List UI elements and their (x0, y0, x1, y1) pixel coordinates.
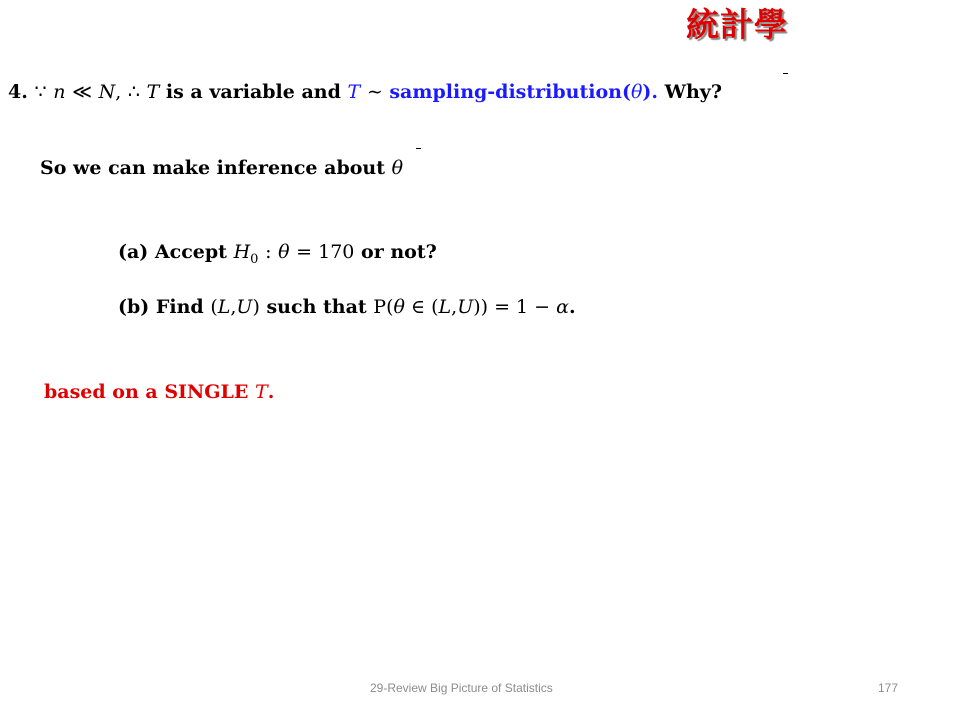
much-less-symbol: ≪ (72, 81, 92, 103)
var-L: L (217, 296, 231, 318)
theta-symbol: θ (278, 241, 290, 263)
tick-mark-1 (783, 73, 788, 74)
inference-line (40, 156, 403, 180)
because-symbol: ∵ (34, 81, 47, 103)
open-paren: ( (210, 296, 218, 318)
distribution-name: sampling-distribution( (389, 81, 631, 103)
var-U: U (457, 296, 474, 318)
var-U: U (236, 296, 253, 318)
prob-P: P( (373, 296, 394, 318)
element-of: ∈ ( (411, 296, 439, 318)
item-a-line (118, 240, 437, 272)
hypothesis-H: H (233, 241, 251, 263)
colon: : (265, 241, 272, 263)
interval (210, 296, 260, 318)
close-paren: ) (252, 296, 260, 318)
probability-expression (373, 296, 569, 318)
page-number: 177 (878, 681, 899, 695)
var-N: N (98, 81, 116, 103)
variable-text: is a variable and (165, 81, 341, 103)
distribution-text (389, 81, 658, 103)
inference-text: So we can make inference about (40, 157, 385, 179)
var-T-red: T (255, 381, 268, 403)
var-L: L (438, 296, 452, 318)
equals-value: = 170 (296, 241, 355, 263)
point-number: 4. (8, 81, 28, 103)
alpha-symbol: α (556, 296, 569, 318)
comma: , (115, 81, 122, 103)
item-b-line (118, 295, 576, 319)
theta-symbol: θ (391, 157, 404, 179)
comma: , (230, 296, 237, 318)
var-T: T (146, 81, 160, 103)
based-on-line (44, 380, 274, 404)
var-n: n (53, 81, 66, 103)
hypothesis-subscript: 0 (250, 251, 259, 267)
or-not-text: or not? (361, 241, 437, 263)
theta-symbol: θ (630, 81, 643, 103)
single-text: SINGLE (164, 381, 249, 403)
find-text: Find (155, 296, 204, 318)
tick-mark-2 (416, 148, 421, 149)
distribution-close: ). (642, 81, 659, 103)
close-equals: )) = 1 − (473, 296, 551, 318)
var-T-blue: T (347, 81, 361, 103)
therefore-symbol: ∴ (127, 81, 140, 103)
based-text: based on a (44, 381, 158, 403)
comma: , (451, 296, 458, 318)
item-a-label: (a) (118, 241, 149, 263)
slide-title: 統計學 (686, 5, 788, 44)
accept-text: Accept (154, 241, 227, 263)
sim-symbol: ∼ (366, 81, 383, 103)
item-b-label: (b) (118, 296, 150, 318)
why-text: Why? (664, 81, 722, 103)
such-that-text: such that (266, 296, 367, 318)
footer-caption: 29-Review Big Picture of Statistics (370, 681, 553, 695)
point-4-line (8, 80, 722, 104)
period: . (568, 296, 576, 318)
theta-symbol: θ (393, 296, 405, 318)
period: . (267, 381, 275, 403)
